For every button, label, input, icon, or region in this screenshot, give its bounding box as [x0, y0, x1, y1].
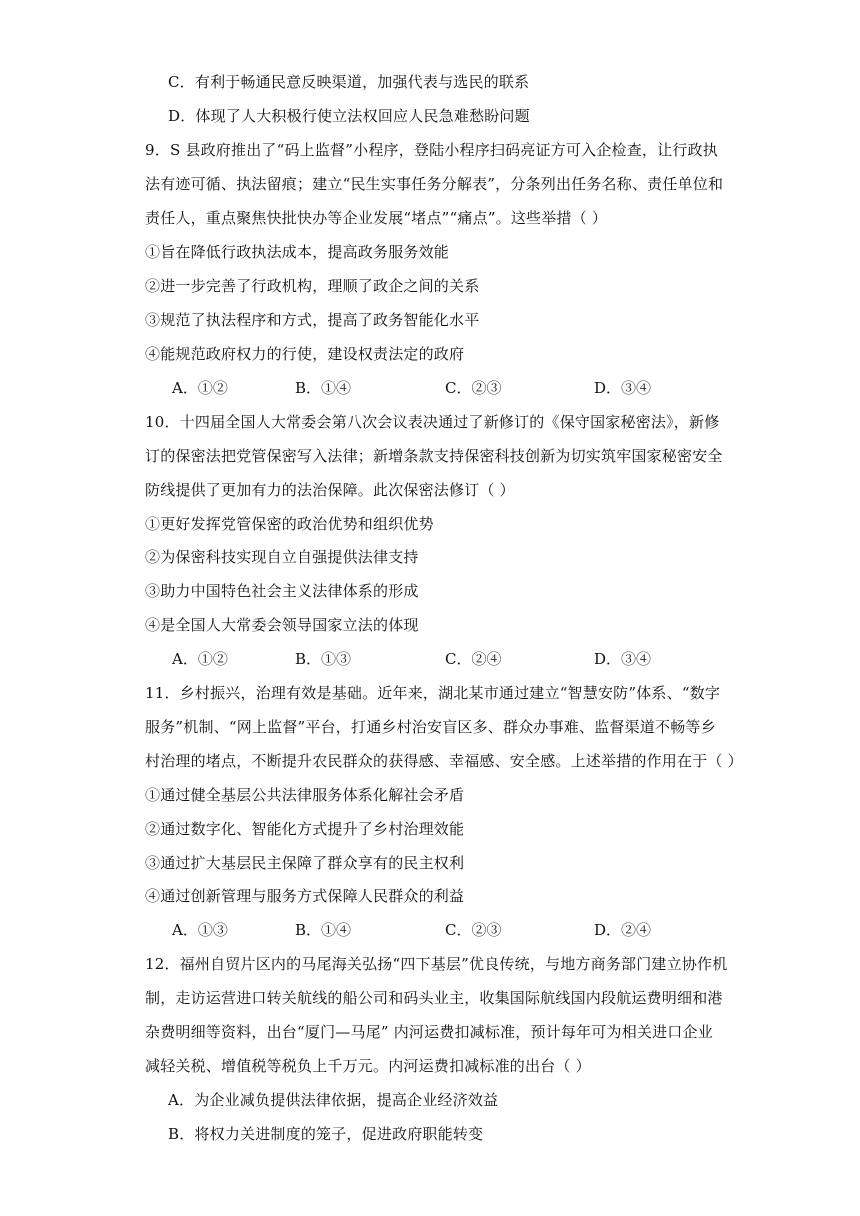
q9-stem-line: 责任人，重点聚焦快批快办等企业发展“堵点”“痛点”。这些举措（ ） [145, 209, 608, 227]
q12-stem-line: 制，走访运营进口转关航线的船公司和码头业主，收集国际航线国内段航运费明细和港 [145, 989, 723, 1007]
q11-choice-d: D．②④ [594, 921, 652, 939]
q11-statement: ①通过健全基层公共法律服务体系化解社会矛盾 [145, 786, 465, 804]
q10-statement: ③助力中国特色社会主义法律体系的形成 [145, 582, 419, 600]
q11-choices [172, 920, 692, 940]
q10-choices [172, 649, 692, 669]
q9-stem-line: 9．S 县政府推出了“码上监督”小程序，登陆小程序扫码亮证方可入企检查，让行政执 [145, 141, 718, 159]
q9-stem-line: 法有迹可循、执法留痕；建立“民生实事任务分解表”，分条列出任务名称、责任单位和 [145, 175, 724, 193]
q9-statement: ②进一步完善了行政机构，理顺了政企之间的关系 [145, 277, 480, 295]
q12-option-a: A．为企业减负提供法律依据，提高企业经济效益 [168, 1091, 499, 1109]
q10-statement: ④是全国人大常委会领导国家立法的体现 [145, 616, 419, 634]
q8-option-d: D．体现了人大积极行使立法权回应人民急难愁盼问题 [168, 107, 530, 125]
q11-choice-b: B．①④ [295, 921, 352, 939]
q9-statement: ①旨在降低行政执法成本，提高政务服务效能 [145, 243, 450, 261]
q10-choice-d: D．③④ [594, 650, 652, 668]
q10-choice-a: A．①② [172, 650, 228, 668]
q11-choice-a: A．①③ [172, 921, 228, 939]
q9-statement: ④能规范政府权力的行使，建设权责法定的政府 [145, 345, 465, 363]
q10-stem-line: 防线提供了更加有力的法治保障。此次保密法修订（ ） [145, 481, 515, 499]
q12-stem-line: 杂费明细等资料，出台“厦门—马尾” 内河运费扣减标准，预计每年可为相关进口企业 [145, 1023, 713, 1041]
q11-stem-line: 村治理的堵点，不断提升农民群众的获得感、幸福感、安全感。上述举措的作用在于（ ） [145, 752, 743, 770]
q10-statement: ②为保密科技实现自立自强提供法律支持 [145, 548, 419, 566]
q10-stem-line: 订的保密法把党管保密写入法律；新增条款支持保密科技创新为切实筑牢国家秘密安全 [145, 447, 723, 465]
q9-statement: ③规范了执法程序和方式，提高了政务智能化水平 [145, 311, 480, 329]
q9-choice-a: A．①② [172, 379, 228, 397]
q11-choice-c: C．②③ [445, 921, 502, 939]
q12-stem-line: 减轻关税、增值税等税负上千万元。内河运费扣减标准的出台（ ） [145, 1057, 591, 1075]
q8-option-c: C．有利于畅通民意反映渠道，加强代表与选民的联系 [168, 73, 530, 91]
q9-choice-b: B．①④ [295, 379, 352, 397]
q9-choices [172, 378, 692, 398]
q10-statement: ①更好发挥党管保密的政治优势和组织优势 [145, 515, 434, 533]
q11-stem-line: 服务”机制、“网上监督”平台，打通乡村治安盲区多、群众办事难、监督渠道不畅等乡 [145, 718, 716, 736]
q9-choice-c: C．②③ [445, 379, 502, 397]
q9-choice-d: D．③④ [594, 379, 652, 397]
q11-statement: ②通过数字化、智能化方式提升了乡村治理效能 [145, 820, 465, 838]
q11-stem-line: 11．乡村振兴，治理有效是基础。近年来，湖北某市通过建立“智慧安防”体系、“数字 [145, 684, 721, 702]
q10-choice-b: B．①③ [295, 650, 352, 668]
q10-choice-c: C．②④ [445, 650, 502, 668]
q11-statement: ④通过创新管理与服务方式保障人民群众的利益 [145, 887, 465, 905]
q11-statement: ③通过扩大基层民主保障了群众享有的民主权利 [145, 854, 465, 872]
q10-stem-line: 10．十四届全国人大常委会第八次会议表决通过了新修订的《保守国家秘密法》，新修 [145, 413, 720, 431]
q12-option-b: B．将权力关进制度的笼子，促进政府职能转变 [168, 1125, 484, 1143]
q12-stem-line: 12．福州自贸片区内的马尾海关弘扬“四下基层”优良传统，与地方商务部门建立协作机 [145, 955, 728, 973]
